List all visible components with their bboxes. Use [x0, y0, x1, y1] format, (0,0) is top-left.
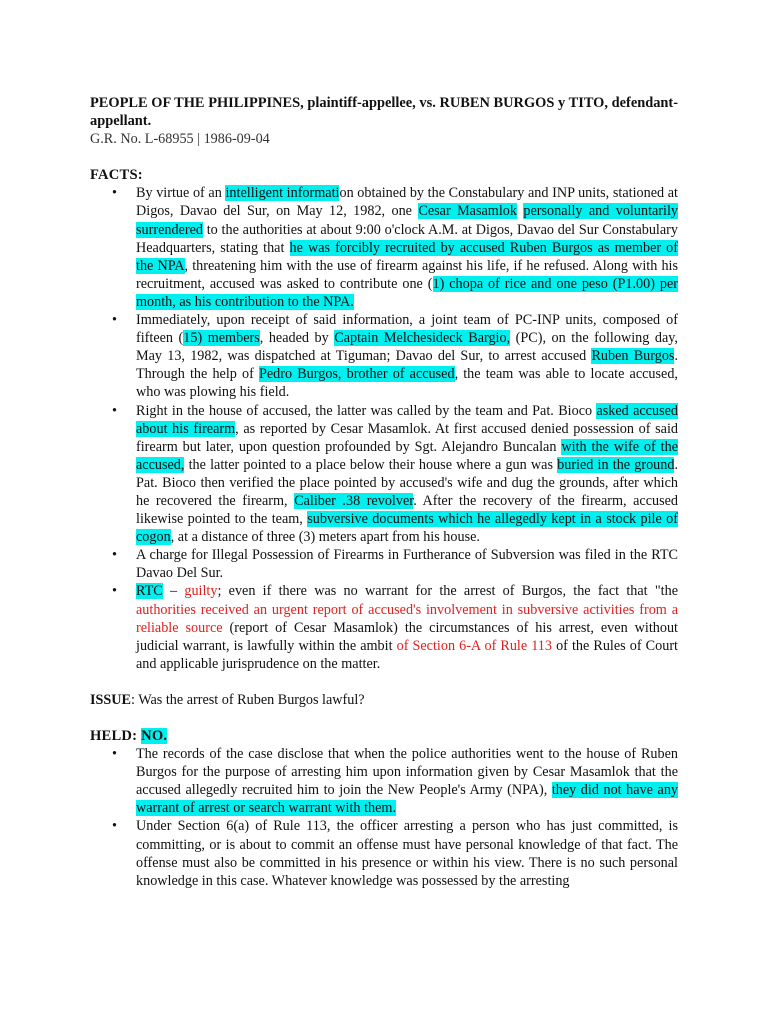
case-title: PEOPLE OF THE PHILIPPINES, plaintiff-appellee, vs. RUBEN BURGOS y TITO, defendant-appellant. [90, 95, 678, 130]
case-gr-line: G.R. No. L-68955 | 1986-09-04 [90, 131, 270, 148]
held-list [90, 745, 678, 890]
held-label: HELD: [90, 728, 138, 744]
highlighted-text: 15) members [183, 330, 260, 347]
red-text: authorities received an urgent report of accused's involvement in subversive activities from a reliable source [136, 601, 678, 636]
facts-item-5 [90, 582, 678, 672]
facts-list [90, 184, 678, 673]
highlighted-text: with the wife of the accused, [136, 438, 679, 473]
highlighted-text: he was forcibly recruited by accused Ruben Burgos as member of the NPA [136, 239, 678, 274]
highlighted-text: they did not have any warrant of arrest or search warrant with them. [136, 782, 679, 817]
text-run: , headed by [259, 330, 335, 347]
red-text: guilty [184, 583, 218, 600]
highlighted-text: Ruben Burgos [591, 348, 675, 365]
highlighted-text: Pedro Burgos, brother of accused [258, 366, 455, 383]
bullet-icon: • [112, 547, 117, 564]
text-run: – [162, 583, 185, 600]
highlighted-text: asked accused about his firearm [136, 402, 678, 437]
text-run: The records of the case disclose that when the police authorities went to the house of Ruben Burgos for the purpose of arresting him upon information given by Cesar Masamlok that the accused allegedly recruited him to join the New People's Army (NPA), [136, 746, 678, 799]
text-run: Right in the house of accused, the latter was called by the team and Pat. Bioco [136, 402, 597, 419]
held-answer: NO. [141, 728, 168, 744]
bullet-icon: • [112, 583, 117, 600]
facts-heading: FACTS: [90, 167, 143, 184]
text-run: on obtained by the Constabulary and INP units, stationed at Digos, Davao del Sur, on May 12, 1982, one [136, 185, 678, 220]
facts-item-3 [90, 402, 678, 547]
facts-item-1 [90, 184, 678, 311]
held-heading [90, 727, 678, 745]
issue-question: : Was the arrest of Ruben Burgos lawful? [131, 691, 365, 708]
text-run: , as reported by Cesar Masamlok. At first accused denied possession of said firearm but later, upon question profounded by Sgt. Alejandro Buncalan [136, 420, 678, 455]
text-run: to the authorities at about 9:00 o'clock A.M. at Digos, Davao del Sur Constabulary Headquarters, stating that [136, 221, 678, 256]
text-run: , at a distance of three (3) meters apart from his house. [170, 529, 480, 546]
highlighted-text: Cesar Masamlok [418, 203, 517, 220]
held-item-1 [90, 745, 678, 817]
highlighted-text: buried in the ground [557, 456, 675, 473]
text-run: (report of Cesar Masamlok) the circumstances of his arrest, even without judicial warrant, is lawfully within the ambit [136, 619, 678, 654]
text-run: . After the recovery of the firearm, accused likewise pointed to the team, [136, 492, 679, 528]
bullet-icon: • [112, 402, 117, 419]
text-run: Immediately, upon receipt of said information, a joint team of PC-INP units, composed of fifteen ( [136, 312, 678, 347]
red-text: of Section 6-A of Rule 113 [396, 637, 552, 654]
highlighted-text: RTC [136, 583, 163, 600]
text-run: (PC), on the following day, May 13, 1982, was dispatched at Tiguman; Davao del Sur, to arrest accused [136, 330, 678, 365]
highlighted-text: intelligent informati [225, 185, 340, 202]
text-run: ; even if there was no warrant for the arrest of Burgos, the fact that "the [217, 583, 678, 600]
text-run: of the Rules of Court and applicable jurisprudence on the matter. [136, 637, 678, 672]
highlighted-text: 1) chopa of rice and one peso (P1.00) per month, as his contribution to the NPA. [136, 275, 678, 310]
issue-line [90, 691, 678, 709]
highlighted-text: Captain Melchesideck Bargio, [334, 330, 511, 347]
bullet-icon: • [112, 746, 117, 763]
text-run: . Through the help of [136, 348, 678, 383]
highlighted-text: Caliber .38 revolver [294, 492, 414, 509]
text-run: the latter pointed to a place below their house where a gun was [184, 456, 558, 473]
facts-item-4 [90, 546, 678, 582]
text-run: , threatening him with the use of firearm against his life, if he refused. Along with his recruitment, accused was asked to contribute one ( [136, 257, 678, 292]
text-run: . Pat. Bioco then verified the place pointed by accused's wife and dug the grounds, after which he recovered the firearm, [136, 456, 678, 509]
text-run: Under Section 6(a) of Rule 113, the officer arresting a person who has just committed, is committing, or is about to commit an offense must have personal knowledge of that fact. The offense must also be committed in his presence or within his view. There is no such personal knowledge in this case. Whatever knowledge was possessed by the arresting [136, 818, 678, 889]
bullet-icon: • [112, 185, 117, 202]
highlighted-text: personally and voluntarily surrendered [136, 203, 679, 238]
text-run: A charge for Illegal Possession of Firearms in Furtherance of Subversion was filed in the RTC Davao Del Sur. [136, 547, 678, 582]
text-run: , the team was able to locate accused, who was plowing his field. [136, 366, 678, 401]
held-item-2 [90, 817, 678, 889]
text-run: By virtue of an [136, 185, 226, 202]
issue-label: ISSUE [90, 691, 132, 708]
facts-item-2 [90, 311, 678, 401]
bullet-icon: • [112, 818, 117, 835]
highlighted-text: subversive documents which he allegedly kept in a stock pile of cogon [136, 511, 678, 546]
bullet-icon: • [112, 312, 117, 329]
